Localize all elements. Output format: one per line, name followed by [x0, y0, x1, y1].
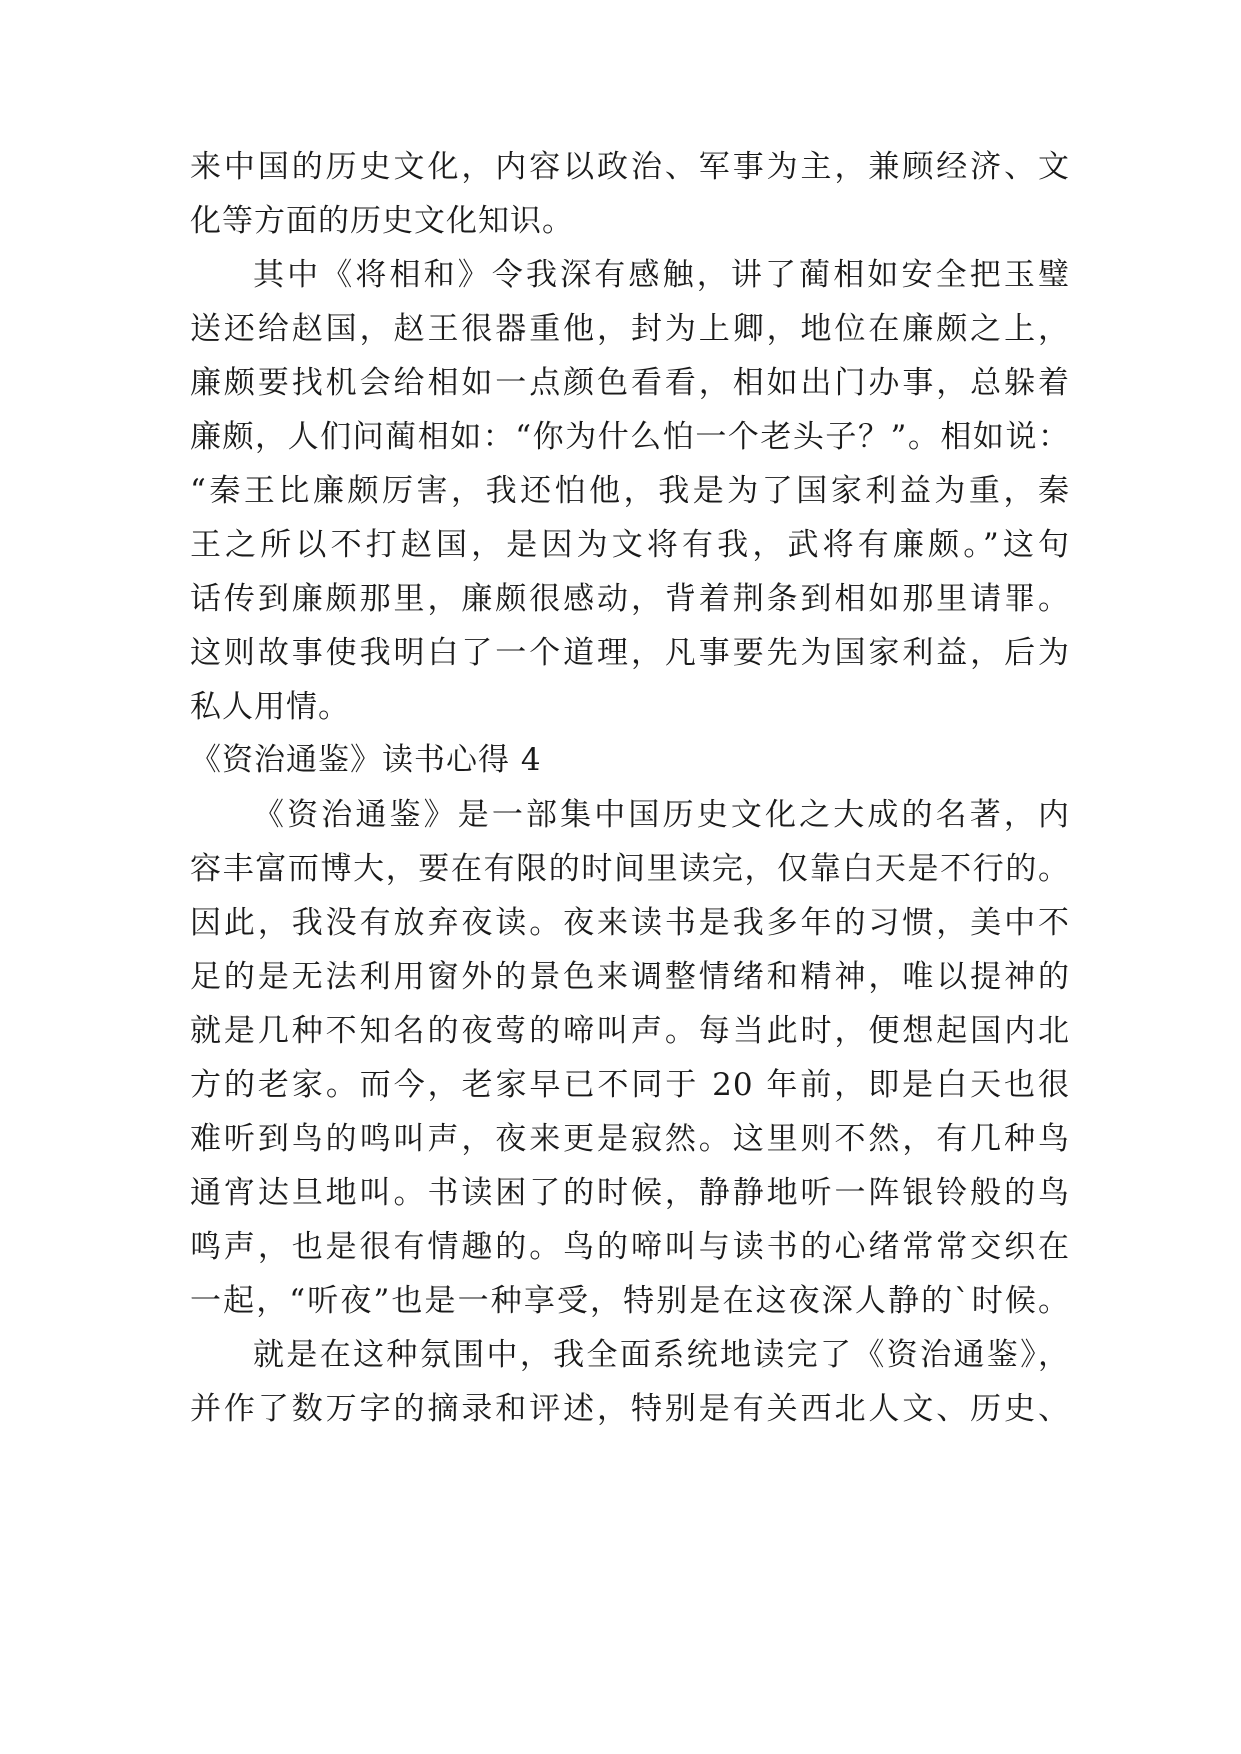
section-heading: 《资治通鉴》读书心得 4	[190, 742, 542, 778]
text-line: 送还给赵国，赵王很器重他，封为上卿，地位在廉颇之上，	[190, 311, 1070, 347]
text-line: 王之所以不打赵国，是因为文将有我，武将有廉颇。”这句	[190, 527, 1070, 563]
paragraph-first-line: 其中《将相和》令我深有感触，讲了蔺相如安全把玉璧	[253, 257, 1070, 293]
text-line: 足的是无法利用窗外的景色来调整情绪和精神，唯以提神的	[190, 959, 1070, 995]
text-line: 鸣声，也是很有情趣的。鸟的啼叫与读书的心绪常常交织在	[190, 1229, 1070, 1265]
text-line: 廉颇，人们问蔺相如：“你为什么怕一个老头子？”。相如说：	[190, 419, 1070, 455]
text-line: 难听到鸟的鸣叫声，夜来更是寂然。这里则不然，有几种鸟	[190, 1121, 1070, 1157]
text-line: 话传到廉颇那里，廉颇很感动，背着荆条到相如那里请罪。	[190, 581, 1070, 617]
text-line: 廉颇要找机会给相如一点颜色看看，相如出门办事，总躲着	[190, 365, 1070, 401]
text-line: “秦王比廉颇厉害，我还怕他，我是为了国家利益为重，秦	[190, 473, 1070, 509]
text-line: 容丰富而博大，要在有限的时间里读完，仅靠白天是不行的。	[190, 851, 1070, 887]
text-line: 方的老家。而今，老家早已不同于 20 年前，即是白天也很	[190, 1067, 1070, 1103]
text-line: 化等方面的历史文化知识。	[190, 203, 574, 239]
paragraph-first-line: 《资治通鉴》是一部集中国历史文化之大成的名著，内	[253, 797, 1070, 833]
text-line: 私人用情。	[190, 689, 350, 725]
text-line: 来中国的历史文化，内容以政治、军事为主，兼顾经济、文	[190, 149, 1070, 185]
text-line: 因此，我没有放弃夜读。夜来读书是我多年的习惯，美中不	[190, 905, 1070, 941]
text-line: 一起，“听夜”也是一种享受，特别是在这夜深人静的`时候。	[190, 1283, 1070, 1319]
text-line: 通宵达旦地叫。书读困了的时候，静静地听一阵银铃般的鸟	[190, 1175, 1070, 1211]
paragraph-first-line: 就是在这种氛围中，我全面系统地读完了《资治通鉴》，	[253, 1337, 1070, 1373]
text-line: 这则故事使我明白了一个道理，凡事要先为国家利益，后为	[190, 635, 1070, 671]
text-line: 并作了数万字的摘录和评述，特别是有关西北人文、历史、	[190, 1391, 1070, 1427]
text-line: 就是几种不知名的夜莺的啼叫声。每当此时，便想起国内北	[190, 1013, 1070, 1049]
